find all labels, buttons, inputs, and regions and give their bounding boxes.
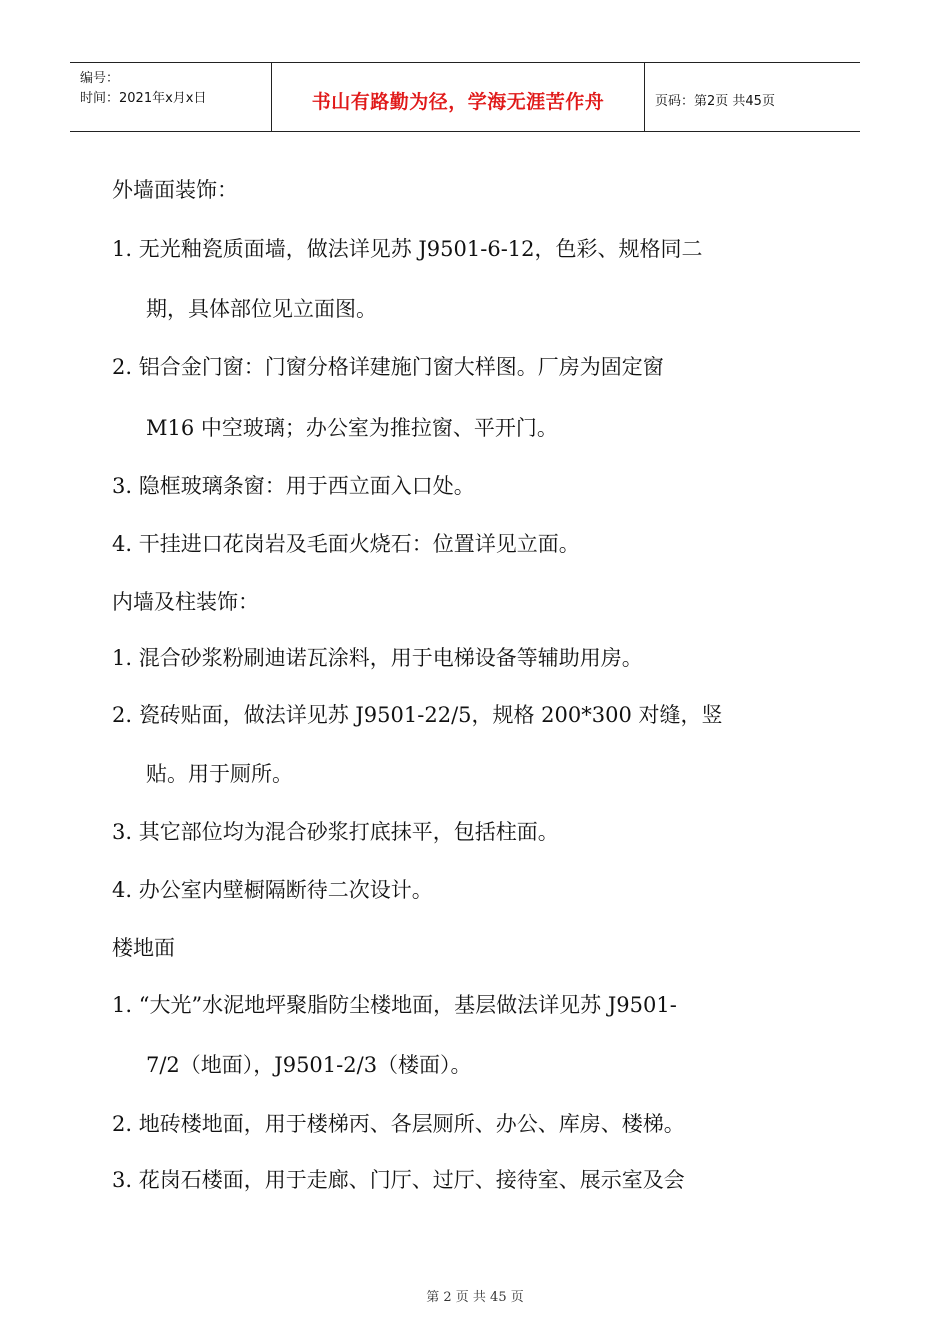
paragraph-line: 3. 其它部位均为混合砂浆打底抹平，包括柱面。 — [112, 820, 559, 844]
paragraph-line: 3. 隐框玻璃条窗：用于西立面入口处。 — [112, 474, 475, 498]
paragraph-line: M16 中空玻璃；办公室为推拉窗、平开门。 — [146, 416, 558, 440]
paragraph-line: 期，具体部位见立面图。 — [146, 297, 377, 321]
section-title-exterior: 外墙面装饰： — [112, 178, 238, 202]
paragraph-line: 7/2（地面），J9501-2/3（楼面）。 — [146, 1053, 472, 1077]
paragraph-line: 2. 铝合金门窗：门窗分格详建施门窗大样图。厂房为固定窗 — [112, 355, 664, 379]
paragraph-line: 1. 混合砂浆粉刷迪诺瓦涂料，用于电梯设备等辅助用房。 — [112, 646, 643, 670]
paragraph-line: 4. 干挂进口花岗岩及毛面火烧石：位置详见立面。 — [112, 532, 580, 556]
paragraph-line: 1. 无光釉瓷质面墙，做法详见苏 J9501-6-12，色彩、规格同二 — [112, 237, 703, 261]
section-title-interior: 内墙及柱装饰： — [112, 590, 259, 614]
document-number-label: 编号： — [80, 71, 120, 86]
paragraph-line: 1. “大光”水泥地坪聚脂防尘楼地面，基层做法详见苏 J9501- — [112, 993, 677, 1017]
paragraph-line: 2. 地砖楼地面，用于楼梯丙、各层厕所、办公、库房、楼梯。 — [112, 1112, 685, 1136]
page-header — [70, 62, 860, 132]
paragraph-line: 4. 办公室内壁橱隔断待二次设计。 — [112, 878, 433, 902]
paragraph-line: 2. 瓷砖贴面，做法详见苏 J9501-22/5，规格 200*300 对缝，竖 — [112, 703, 723, 727]
paragraph-line: 贴。用于厕所。 — [146, 762, 293, 786]
page-footer: 第 2 页 共 45 页 — [426, 1290, 524, 1305]
header-left-cell — [70, 63, 272, 131]
header-motto: 书山有路勤为径，学海无涯苦作舟 — [311, 91, 605, 113]
paragraph-line: 3. 花岗石楼面，用于走廊、门厅、过厅、接待室、展示室及会 — [112, 1168, 685, 1192]
section-title-floor: 楼地面 — [112, 936, 175, 960]
document-date: 时间：2021年x月x日 — [80, 91, 207, 106]
header-page-cell — [645, 63, 860, 131]
header-motto-cell — [272, 63, 645, 131]
header-page-info: 页码：第2页 共45页 — [655, 94, 775, 109]
